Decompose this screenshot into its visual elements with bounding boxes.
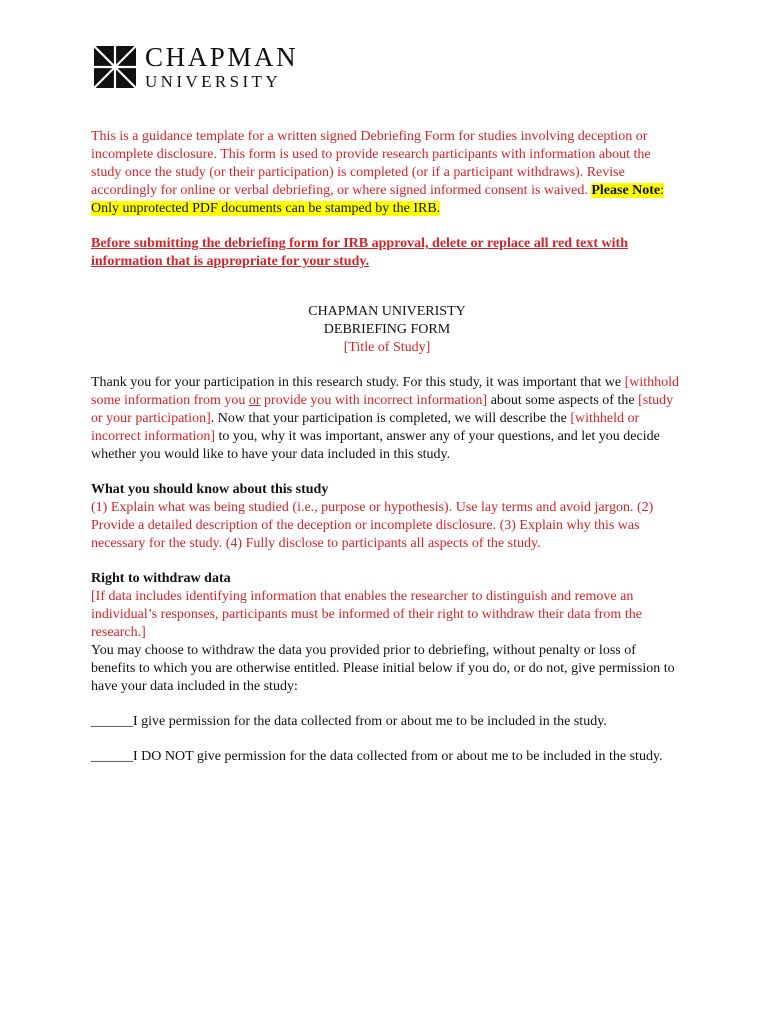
logo-chapman-text: CHAPMAN xyxy=(145,42,299,72)
intro-red-1-a: [withhold some information from you xyxy=(91,375,680,408)
study-title-placeholder: [Title of Study] xyxy=(343,340,431,355)
logo-wordmark xyxy=(145,44,298,90)
permission-give-line[interactable]: ______I give permission for the data collected from or about me to be included in the study. xyxy=(91,714,607,729)
chapman-logo xyxy=(94,44,298,90)
intro-red-1-or: or xyxy=(248,393,261,408)
withdraw-body: You may choose to withdraw the data you provided prior to debriefing, without penalty or loss of benefits to which you are otherwise entitled. Please initial below if you do, or do not, give permission to have your data included in the study: xyxy=(91,643,675,694)
intro-red-2: [study or your participation] xyxy=(91,393,674,426)
intro-text-3: . Now that your participation is completed, we will describe the xyxy=(210,411,571,426)
university-heading: CHAPMAN UNIVERISTY xyxy=(308,304,466,319)
permission-not-give-line[interactable]: ______I DO NOT give permission for the data collected from or about me to be included in the study. xyxy=(91,749,663,764)
form-name-heading: DEBRIEFING FORM xyxy=(323,322,451,337)
know-section xyxy=(91,481,683,553)
withdraw-red-body: [If data includes identifying information that enables the researcher to distinguish and remove an individual’s responses, participants must be informed of their right to withdraw their data from the research.] xyxy=(91,589,642,640)
intro-red-1-b: provide you with incorrect information] xyxy=(260,393,488,408)
guidance-paragraph xyxy=(91,128,683,218)
know-section-body: (1) Explain what was being studied (i.e., purpose or hypothesis). Use lay terms and avoid jargon. (2) Provide a detailed description of the deception or incomplete disclosure. (3) Explain why this was necessary for the study. (4) Fully disclose to participants all aspects of the study. xyxy=(91,500,654,551)
form-title-block xyxy=(91,303,683,357)
intro-text-1: Thank you for your participation in this research study. For this study, it was important that we xyxy=(91,375,625,390)
irb-warning: Before submitting the debriefing form for IRB approval, delete or replace all red text with information that is appropriate for your study. xyxy=(91,236,628,269)
withdraw-section xyxy=(91,570,683,696)
withdraw-section-heading: Right to withdraw data xyxy=(91,571,231,586)
irb-note-label: Please Note xyxy=(591,183,661,198)
document-body xyxy=(91,126,683,766)
irb-note-text: : Only unprotected PDF documents can be stamped by the IRB. xyxy=(91,183,665,216)
logo-university-text: UNIVERSITY xyxy=(145,72,281,91)
guidance-text: This is a guidance template for a written signed Debriefing Form for studies involving deception or incomplete disclosure. This form is used to provide research participants with information about the study once the study (or their participation) is completed (or if a participant withdraws). Revise accordingly for online or verbal debriefing, or where signed informed consent is waived. xyxy=(91,129,651,198)
know-section-heading: What you should know about this study xyxy=(91,482,329,497)
chapman-window-logo-icon xyxy=(94,46,136,88)
intro-paragraph xyxy=(91,374,683,464)
intro-text-2: about some aspects of the xyxy=(487,393,639,408)
intro-red-3: [withheld or incorrect information] xyxy=(91,411,640,444)
intro-text-4: to you, why it was important, answer any of your questions, and let you decide whether you would like to have your data included in this study. xyxy=(91,429,660,462)
